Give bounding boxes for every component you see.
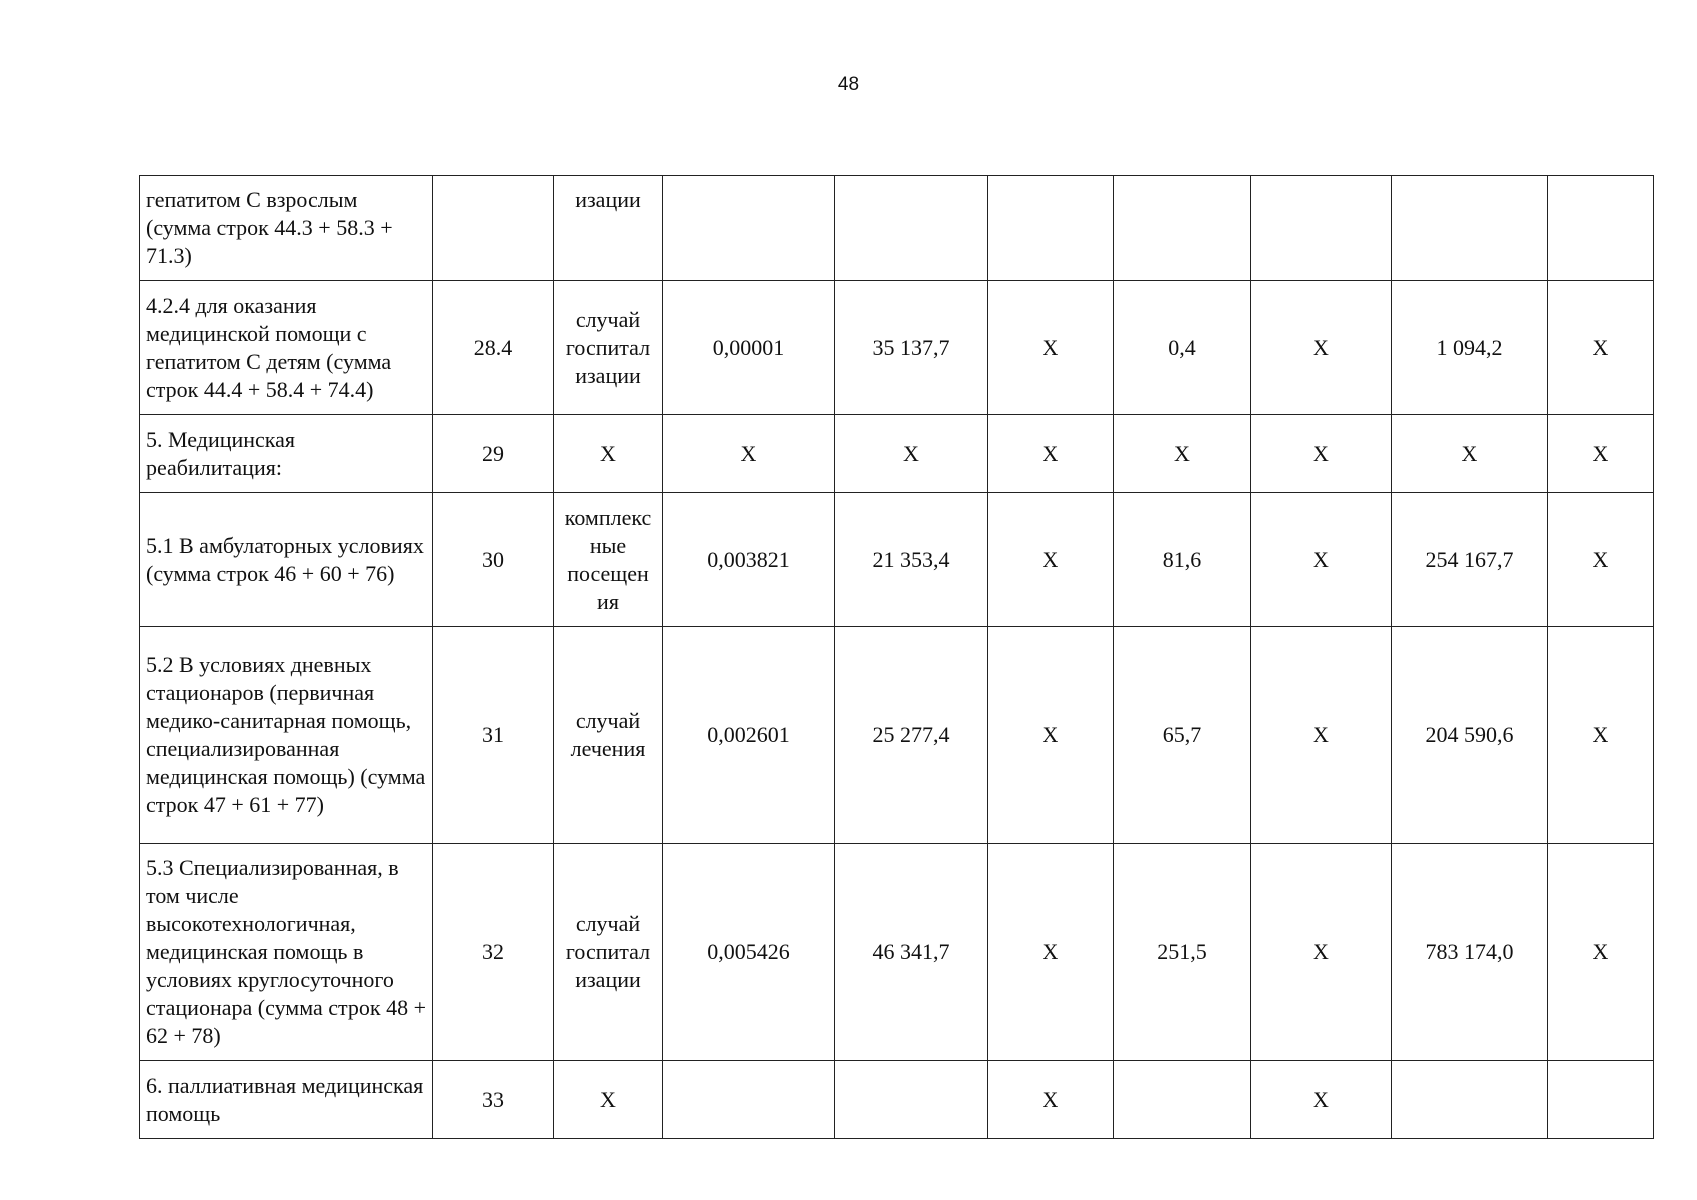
row-value-cell: Х [988,627,1114,844]
row-value-cell: Х [1548,493,1654,627]
row-unit-cell: комплекс ные посещен ия [554,493,663,627]
table-row [140,176,1654,281]
row-name-cell: 4.2.4 для оказания медицинской помощи с гепатитом С детям (сумма строк 44.4 + 58.4 + 74.4) [140,281,433,415]
row-value-cell: Х [1251,281,1392,415]
row-value-cell [988,176,1114,281]
row-unit-cell: изации [554,176,663,281]
page-number: 48 [837,74,860,95]
row-name-cell: 5. Медицинская реабилитация: [140,415,433,493]
row-name-cell: 6. паллиативная медицинская помощь [140,1061,433,1139]
table-row [140,415,1654,493]
row-value-cell [835,176,988,281]
row-name-cell: 5.2 В условиях дневных стационаров (первичная медико-санитарная помощь, специализированная медицинская помощь) (сумма строк 47 + 61 + 77) [140,627,433,844]
row-value-cell: 0,4 [1114,281,1251,415]
row-value-cell: 1 094,2 [1392,281,1548,415]
table-row [140,627,1654,844]
row-value-cell [1392,1061,1548,1139]
row-value-cell: 783 174,0 [1392,844,1548,1061]
row-value-cell: Х [1548,627,1654,844]
row-value-cell [663,1061,835,1139]
row-value-cell: Х [988,844,1114,1061]
row-value-cell: 21 353,4 [835,493,988,627]
row-value-cell: Х [988,493,1114,627]
row-value-cell [1548,176,1654,281]
row-code-cell: 31 [433,627,554,844]
row-value-cell: Х [1548,844,1654,1061]
row-value-cell: 25 277,4 [835,627,988,844]
row-value-cell: 251,5 [1114,844,1251,1061]
row-value-cell: 65,7 [1114,627,1251,844]
row-value-cell: Х [835,415,988,493]
table-row [140,1061,1654,1139]
row-code-cell [433,176,554,281]
row-value-cell: Х [1251,627,1392,844]
row-unit-cell: Х [554,1061,663,1139]
row-value-cell: 254 167,7 [1392,493,1548,627]
row-code-cell: 28.4 [433,281,554,415]
row-value-cell: 0,003821 [663,493,835,627]
row-value-cell [1114,1061,1251,1139]
row-name-cell: гепатитом С взрослым (сумма строк 44.3 + 58.3 + 71.3) [140,176,433,281]
row-unit-cell: случай госпитал изации [554,844,663,1061]
row-value-cell: Х [1251,493,1392,627]
row-value-cell: Х [1548,415,1654,493]
row-name-cell: 5.1 В амбулаторных условиях (сумма строк 46 + 60 + 76) [140,493,433,627]
row-code-cell: 33 [433,1061,554,1139]
row-value-cell: Х [988,281,1114,415]
row-unit-cell: Х [554,415,663,493]
row-value-cell [663,176,835,281]
row-unit-cell: случай госпитал изации [554,281,663,415]
row-value-cell: 204 590,6 [1392,627,1548,844]
row-value-cell [1251,176,1392,281]
row-value-cell: Х [988,1061,1114,1139]
row-name-cell: 5.3 Специализированная, в том числе высокотехнологичная, медицинская помощь в условиях круглосуточного стационара (сумма строк 48 + 62 + 78) [140,844,433,1061]
row-value-cell: Х [988,415,1114,493]
row-value-cell: Х [1251,415,1392,493]
row-code-cell: 29 [433,415,554,493]
row-value-cell [1114,176,1251,281]
row-value-cell [1548,1061,1654,1139]
row-value-cell: Х [1548,281,1654,415]
row-value-cell: 81,6 [1114,493,1251,627]
row-value-cell: Х [1392,415,1548,493]
data-table [139,175,1654,1139]
row-value-cell [835,1061,988,1139]
row-value-cell: 35 137,7 [835,281,988,415]
row-unit-cell: случай лечения [554,627,663,844]
row-value-cell: Х [1251,1061,1392,1139]
row-value-cell: 0,00001 [663,281,835,415]
table-row [140,493,1654,627]
row-value-cell: 0,005426 [663,844,835,1061]
row-code-cell: 30 [433,493,554,627]
row-value-cell: 46 341,7 [835,844,988,1061]
row-code-cell: 32 [433,844,554,1061]
table-row [140,281,1654,415]
table-row [140,844,1654,1061]
row-value-cell: Х [663,415,835,493]
row-value-cell [1392,176,1548,281]
row-value-cell: Х [1251,844,1392,1061]
row-value-cell: 0,002601 [663,627,835,844]
row-value-cell: Х [1114,415,1251,493]
